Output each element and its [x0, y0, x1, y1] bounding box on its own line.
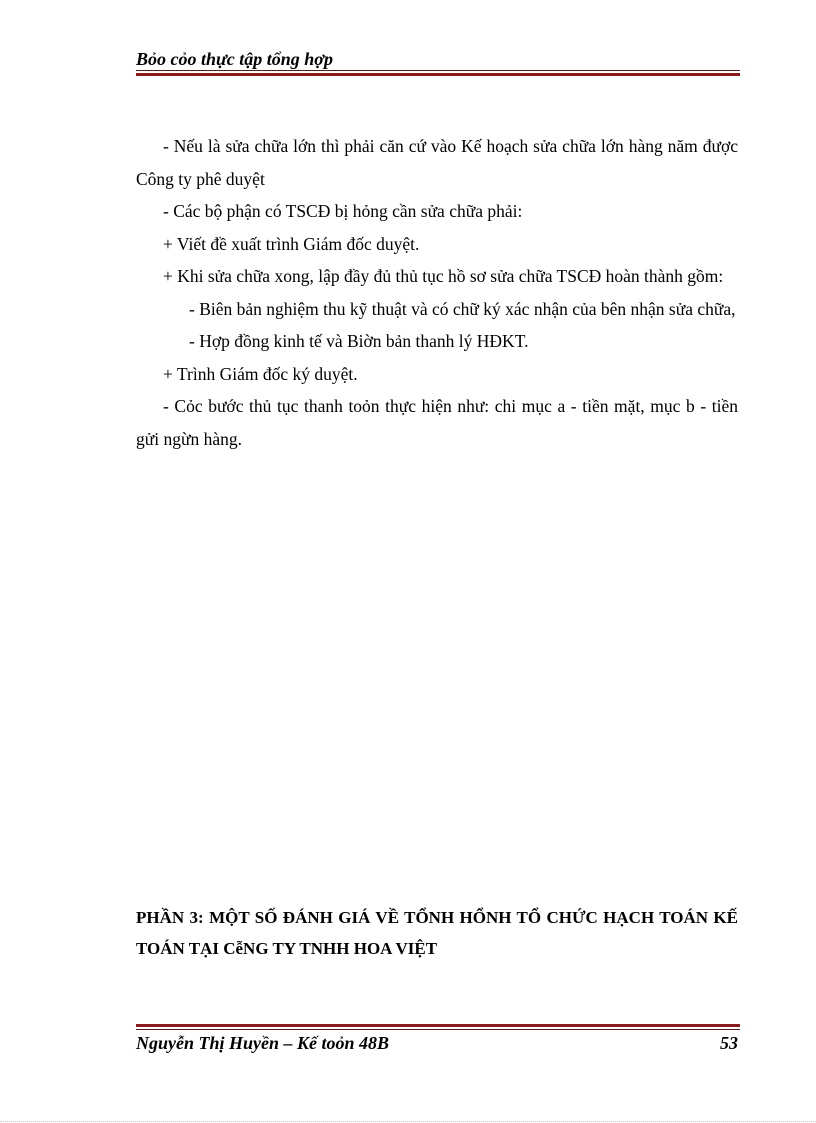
footer-author: Nguyễn Thị Huyền – Kế toỏn 48B	[136, 1033, 390, 1053]
footer-rule-thin	[136, 1029, 740, 1030]
paragraph-after-repair: + Khi sửa chữa xong, lập đầy đủ thủ tục hồ sơ sửa chữa TSCĐ hoàn thành gồm:	[163, 266, 724, 286]
header-rule-thin	[136, 70, 740, 71]
paragraph-proposal: + Viết đề xuất trình Giám đốc duyệt.	[163, 233, 420, 254]
paragraph-payment-steps: - Cỏc bước thủ tục thanh toỏn thực hiện như: chi mục a - tiền mặt, mục b - tiền gửi ngừn hàng.	[136, 396, 738, 449]
paragraph-contract: - Hợp đồng kinh tế và Biờn bản thanh lý HĐKT.	[189, 331, 529, 351]
body-text	[136, 130, 738, 455]
paragraph-approval: + Trình Giám đốc ký duyệt.	[163, 363, 358, 384]
paragraph-major-repair: - Nếu là sửa chữa lớn thì phải căn cứ vào Kế hoạch sửa chữa lớn hàng năm được Công ty phê duyệt	[136, 136, 738, 189]
page-edge-divider	[0, 1121, 816, 1122]
header-title: Bỏo cỏo thực tập tổng hợp	[136, 49, 333, 69]
footer-rule-thick	[136, 1024, 740, 1027]
paragraph-departments: - Các bộ phận có TSCĐ bị hỏng cần sửa chữa phải:	[163, 201, 523, 221]
header-rule-thick	[136, 73, 740, 76]
paragraph-acceptance-record: - Biên bản nghiệm thu kỹ thuật và có chữ ký xác nhận của bên nhận sửa chữa,	[189, 298, 736, 319]
section-heading: PHẦN 3: MỘT SỐ ĐÁNH GIÁ VỀ TỔNH HỔNH TỔ CHỨC HẠCH TOÁN KẾ TOÁN TẠI CễNG TY TNHH HOA VIỆT	[136, 908, 738, 958]
page-number: 53	[720, 1033, 738, 1053]
